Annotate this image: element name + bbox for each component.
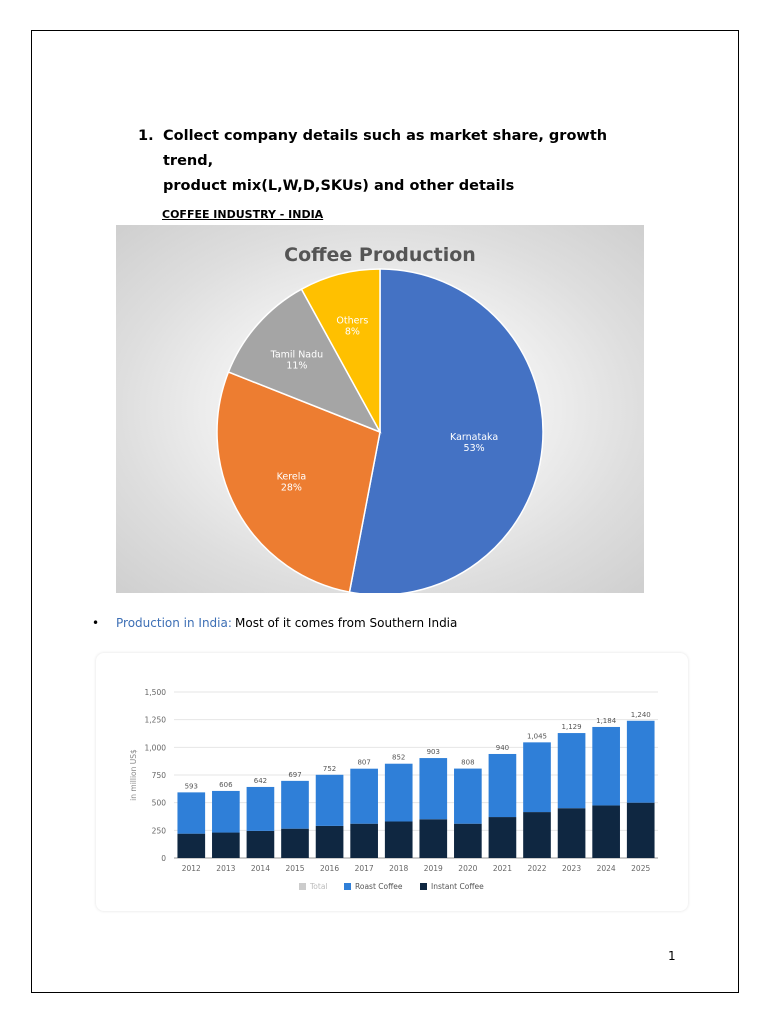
bar-roast-coffee [592,727,620,805]
pie-label-value: 8% [344,326,360,338]
bar-chart-svg [96,653,688,911]
bar-roast-coffee [489,754,517,817]
x-tick-label: 2021 [492,864,512,873]
bar-total-label: 940 [495,743,510,752]
bar-total-label: 1,184 [596,716,617,725]
heading-number: 1. [138,128,154,144]
x-tick-label: 2024 [596,864,616,873]
legend-swatch [299,883,306,890]
legend-label: Total [310,882,328,891]
pie-label-name: Tamil Nadu [270,349,324,361]
y-tick-label: 500 [151,798,166,808]
bar-roast-coffee [177,792,205,833]
bar-roast-coffee [419,758,447,819]
bar-instant-coffee [523,812,551,858]
bar-instant-coffee [212,833,240,858]
bar-total-label: 807 [357,758,371,767]
bar-instant-coffee [489,817,517,858]
x-tick-label: 2016 [320,864,340,873]
bar-roast-coffee [627,721,655,803]
bar-instant-coffee [627,803,655,858]
bullet-text: Most of it comes from Southern India [235,616,458,630]
x-tick-label: 2012 [181,864,201,873]
coffee-revenue-bar-chart [96,653,688,911]
bar-total-label: 1,240 [630,710,651,719]
bar-total-label: 808 [461,758,475,767]
bar-total-label: 1,045 [526,732,548,741]
bar-roast-coffee [212,791,240,833]
bar-instant-coffee [247,831,275,858]
y-axis-label: in million US$ [129,749,138,801]
legend-label: Instant Coffee [431,882,484,891]
bar-instant-coffee [454,824,482,858]
legend-swatch [420,883,427,890]
x-tick-label: 2020 [458,864,478,873]
heading-line-2: product mix(L,W,D,SKUs) and other details [163,178,515,194]
pie-chart-svg [116,225,644,593]
bar-instant-coffee [177,834,205,858]
pie-label-name: Kerela [276,471,307,483]
section-heading [138,124,658,199]
x-tick-label: 2015 [285,864,305,873]
bar-roast-coffee [281,781,309,829]
x-tick-label: 2018 [389,864,409,873]
x-tick-label: 2013 [216,864,236,873]
y-tick-label: 250 [151,826,166,836]
bar-roast-coffee [523,742,551,812]
x-tick-label: 2022 [527,864,547,873]
bar-instant-coffee [316,826,344,858]
pie-label-value: 11% [286,360,308,372]
bar-total-label: 752 [322,764,337,773]
bar-instant-coffee [558,808,586,858]
x-tick-label: 2019 [423,864,443,873]
bar-total-label: 642 [253,776,268,785]
bar-instant-coffee [419,819,447,858]
pie-label-name: Karnataka [450,431,499,443]
bar-roast-coffee [558,733,586,808]
bar-roast-coffee [316,775,344,826]
y-tick-label: 750 [151,771,166,780]
bar-total-label: 903 [426,748,440,757]
bar-total-label: 697 [288,770,302,779]
bar-total-label: 606 [219,780,233,789]
pie-label-name: Others [336,315,369,327]
pie-title: Coffee Production [284,244,476,266]
page-number: 1 [668,949,676,963]
heading-line-1: Collect company details such as market share, growth trend, [163,128,608,169]
bar-instant-coffee [350,824,378,858]
subheading: COFFEE INDUSTRY - INDIA [162,208,324,221]
bar-roast-coffee [454,769,482,824]
bar-instant-coffee [385,821,413,858]
x-tick-label: 2014 [250,864,270,873]
legend-label: Roast Coffee [355,882,403,891]
y-tick-label: 1,500 [144,688,166,697]
y-tick-label: 1,000 [144,743,166,753]
bar-instant-coffee [592,805,620,858]
bar-roast-coffee [350,769,378,824]
pie-label-value: 53% [463,442,485,454]
bullet-dot-icon: • [92,616,100,630]
bar-total-label: 852 [392,753,406,762]
bullet-label: Production in India: [116,616,232,630]
legend-swatch [344,883,351,890]
bar-roast-coffee [385,764,413,822]
x-tick-label: 2023 [562,864,582,873]
y-tick-label: 0 [161,854,166,863]
pie-label-value: 28% [280,482,302,494]
x-tick-label: 2025 [631,864,651,873]
bar-total-label: 1,129 [561,723,582,732]
x-tick-label: 2017 [354,864,374,873]
y-tick-label: 1,250 [144,715,166,725]
bar-roast-coffee [247,787,275,831]
bar-total-label: 593 [184,782,198,791]
bar-instant-coffee [281,829,309,858]
coffee-production-pie-chart [116,225,644,593]
